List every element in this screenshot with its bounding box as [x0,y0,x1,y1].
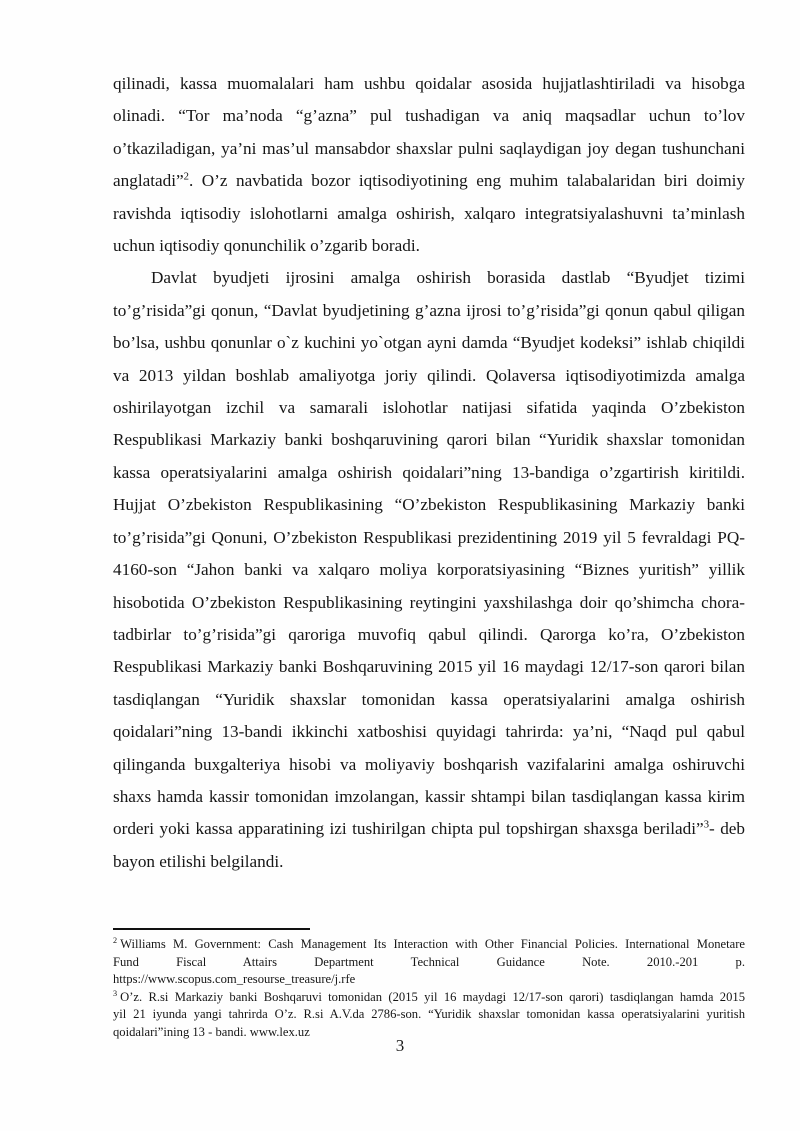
footnote-area [113,928,745,1042]
footnote-separator [113,928,310,930]
footnote-ref-3: 3 [703,819,710,831]
paragraph-2-text: Davlat byudjeti ijrosini amalga oshirish borasida dastlab “Byudjet tizimi to’g’risida”gi qonun, “Davlat byudjetining g’azna ijrosi to’g’risida”gi qonun qabul qiligan bo’lsa, ushbu qonunlar o`z kuchini yo`otgan ayni damda “Byudjet kodeksi” ishlab chiqildi va 2013 yildan boshlab amaliyotga joriy qilindi. Qolaversa iqtisodiyotimizda amalga oshirilayotgan izchil va samarali islohotlar natijasi sifatida yaqinda O’zbekiston Respublikasi Markaziy banki boshqaruvining qarori bilan “Yuridik shaxslar tomonidan kassa operatsiyalarini amalga oshirish qoidalari”ning 13-bandiga o’zgartirish kiritildi. Hujjat O’zbekiston Respublikasining “O’zbekiston Respublikasining Markaziy banki to’g’risida”gi Qonuni, O’zbekiston Respublikasi prezidentining 2019 yil 5 fevraldagi PQ-4160-son “Jahon banki va xalqaro moliya korporatsiyasining “Biznes yuritish” yillik hisobotida O’zbekiston Respublikasining reytingini yaxshilashga doir qo’shimcha chora-tadbirlar to’g’risida”gi qaroriga muvofiq qabul qilindi. Qarorga ko’ra, O’zbekiston Respublikasi Markaziy banki Boshqaruvining 2015 yil 16 maydagi 12/17-son qarori bilan tasdiqlangan “Yuridik shaxslar tomonidan kassa operatsiyalarini amalga oshirish qoidalari”ning 13-bandi ikkinchi xatboshisi quyidagi tahrirda: ya’ni, “Naqd pul qabul qilinganda buxgalteriya hisobi va moliyaviy boshqarish vazifalarini amalga oshiruvchi shaxs hamda kassir tomonidan imzolangan, kassir shtampi bilan tasdiqlangan kassa kirim orderi yoki kassa apparatining izi tushirilgan chipta pul topshirgan shaxsga beriladi” [113,268,745,839]
footnote-3-line-3: qoidalari”ining 13 - bandi. www.lex.uz [113,1024,310,1039]
paragraph-1 [113,68,745,262]
footnote-2-line-2: Fund Fiscal Attairs Department Technical Guidance Note. 2010.-201 p. [113,954,745,969]
footnote-3 [113,989,745,1042]
footnote-3-marker: 3 [113,988,118,998]
document-body [113,68,745,878]
footnote-2-marker: 2 [113,935,118,945]
footnote-2-text: Williams M. Government: Cash Management Its Interaction with Other Financial Policies. International Monetare [120,937,745,951]
paragraph-2 [113,262,745,878]
paragraph-2-text-continued: - deb bayon etilishi belgilandi. [113,819,746,871]
footnote-ref-2: 2 [183,171,189,183]
footnote-3-line-1 [113,989,745,1007]
footnote-2-line-3: https://www.scopus.com_resourse_treasure/j.rfe [113,972,356,987]
footnote-3-text: O’z. R.si Markaziy banki Boshqaruvi tomonidan (2015 yil 16 maydagi 12/17-son qarori) tasdiqlangan hamda 2015 [120,989,745,1004]
page-number: 3 [395,1036,405,1055]
footnote-3-line-2: yil 21 iyunda yangi tahrirda O’z. R.si A.V.da 2786-son. “Yuridik shaxslar tomonidan kassa operatsiyalarini yuritish [113,1007,745,1022]
footnote-2 [113,936,745,989]
footnote-2-line-1 [113,936,745,954]
paragraph-1-text-continued: . O’z navbatida bozor iqtisodiyotining eng muhim talabalaridan biri doimiy ravishda iqtisodiy islohotlarni amalga oshirish, xalqaro integratsiyalashuvni ta’minlash uchun iqtisodiy qonunchilik o’zgarib boradi. [113,171,745,256]
paragraph-1-text: qilinadi, kassa muomalalari ham ushbu qoidalar asosida hujjatlashtiriladi va hisobga olinadi. “Tor ma’noda “g’azna” pul tushadigan va aniq maqsadlar uchun to’lov o’tkaziladigan, ya’ni mas’ul mansabdor shaxslar pulni saqlaydigan joy degan tushunchani anglatadi” [113,74,745,191]
